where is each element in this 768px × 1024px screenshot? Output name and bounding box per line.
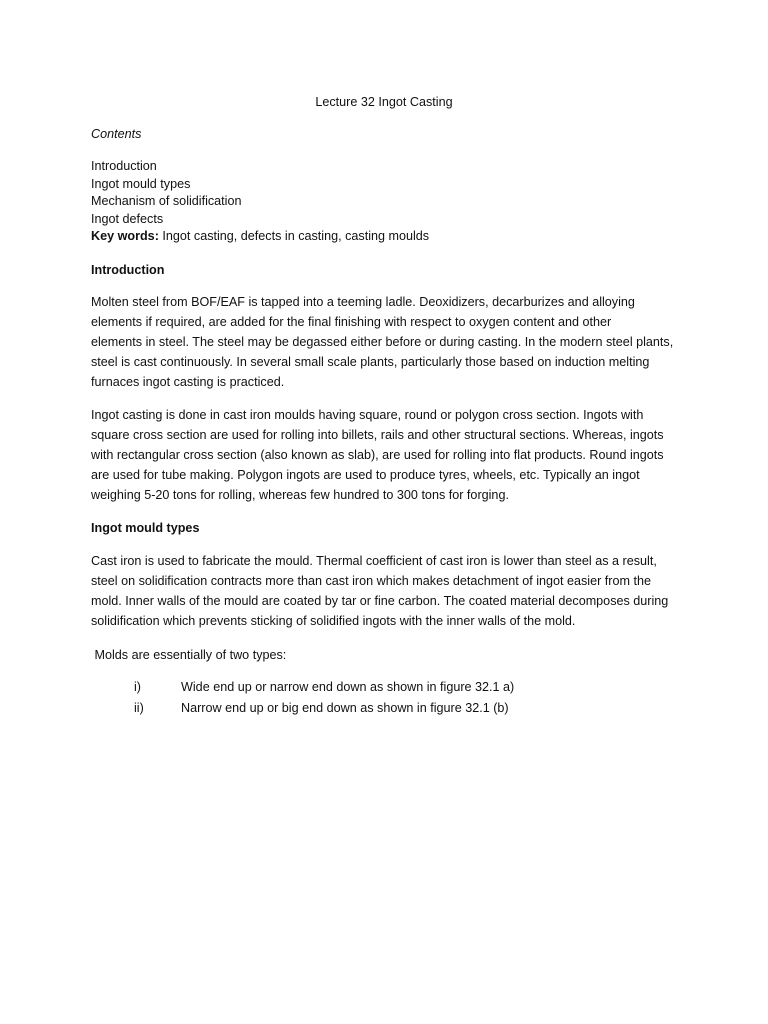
- section-heading-introduction: Introduction: [91, 263, 165, 277]
- keywords-line: [91, 228, 429, 246]
- paragraph-line: square cross section are used for rolling into billets, rails and other structural sections. Whereas, ingots: [91, 428, 664, 442]
- table-of-contents: [91, 158, 429, 246]
- paragraph-line: steel on solidification contracts more than cast iron which makes detachment of ingot easier from the: [91, 574, 651, 588]
- paragraph-line: weighing 5-20 tons for rolling, whereas few hundred to 300 tons for forging.: [91, 488, 509, 502]
- toc-item: Ingot mould types: [91, 176, 191, 191]
- toc-item: Mechanism of solidification: [91, 194, 242, 208]
- keywords-text: Ingot casting, defects in casting, casting moulds: [158, 229, 430, 243]
- paragraph-line: Ingot casting is done in cast iron moulds having square, round or polygon cross section. Ingots with: [91, 408, 644, 422]
- paragraph-line: solidification which prevents sticking of solidified ingots with the inner walls of the mold.: [91, 614, 576, 628]
- paragraph-line: steel is cast continuously. In several small scale plants, particularly those based on induction melting: [91, 355, 650, 369]
- paragraph-line: mold. Inner walls of the mould are coated by tar or fine carbon. The coated material decomposes during: [91, 594, 669, 608]
- paragraph-line: Molten steel from BOF/EAF is tapped into a teeming ladle. Deoxidizers, decarburizes and alloying: [91, 295, 635, 309]
- document-title: Lecture 32 Ingot Casting: [315, 95, 453, 109]
- paragraph-line: elements if required, are added for the final finishing with respect to oxygen content and other: [91, 315, 612, 329]
- mould-types-list: [0, 678, 768, 720]
- keywords-label: Key words:: [91, 229, 159, 243]
- paragraph-line: Cast iron is used to fabricate the mould. Thermal coefficient of cast iron is lower than steel as a result,: [91, 554, 657, 568]
- paragraph-line: elements in steel. The steel may be degassed either before or during casting. In the modern steel plants,: [91, 335, 674, 349]
- contents-label: Contents: [91, 127, 142, 141]
- list-item-text: Narrow end up or big end down as shown in figure 32.1 (b): [181, 701, 509, 715]
- introduction-paragraph-2: [91, 405, 681, 505]
- mould-types-paragraph-1: [91, 551, 681, 631]
- section-heading-mould-types: Ingot mould types: [91, 521, 200, 535]
- list-item-number: i): [134, 680, 141, 694]
- list-item: [0, 699, 768, 720]
- toc-item: Ingot defects: [91, 211, 164, 226]
- list-item-number: ii): [134, 701, 144, 715]
- toc-item: Introduction: [91, 159, 157, 173]
- paragraph-line: furnaces ingot casting is practiced.: [91, 375, 285, 389]
- introduction-paragraph-1: [91, 292, 681, 392]
- mould-types-intro: Molds are essentially of two types:: [91, 648, 287, 662]
- list-item: [0, 678, 768, 699]
- list-item-text: Wide end up or narrow end down as shown in figure 32.1 a): [181, 680, 515, 694]
- paragraph-line: with rectangular cross section (also known as slab), are used for rolling into flat products. Round ingots: [91, 448, 664, 462]
- paragraph-line: are used for tube making. Polygon ingots are used to produce tyres, wheels, etc. Typically an ingot: [91, 468, 640, 482]
